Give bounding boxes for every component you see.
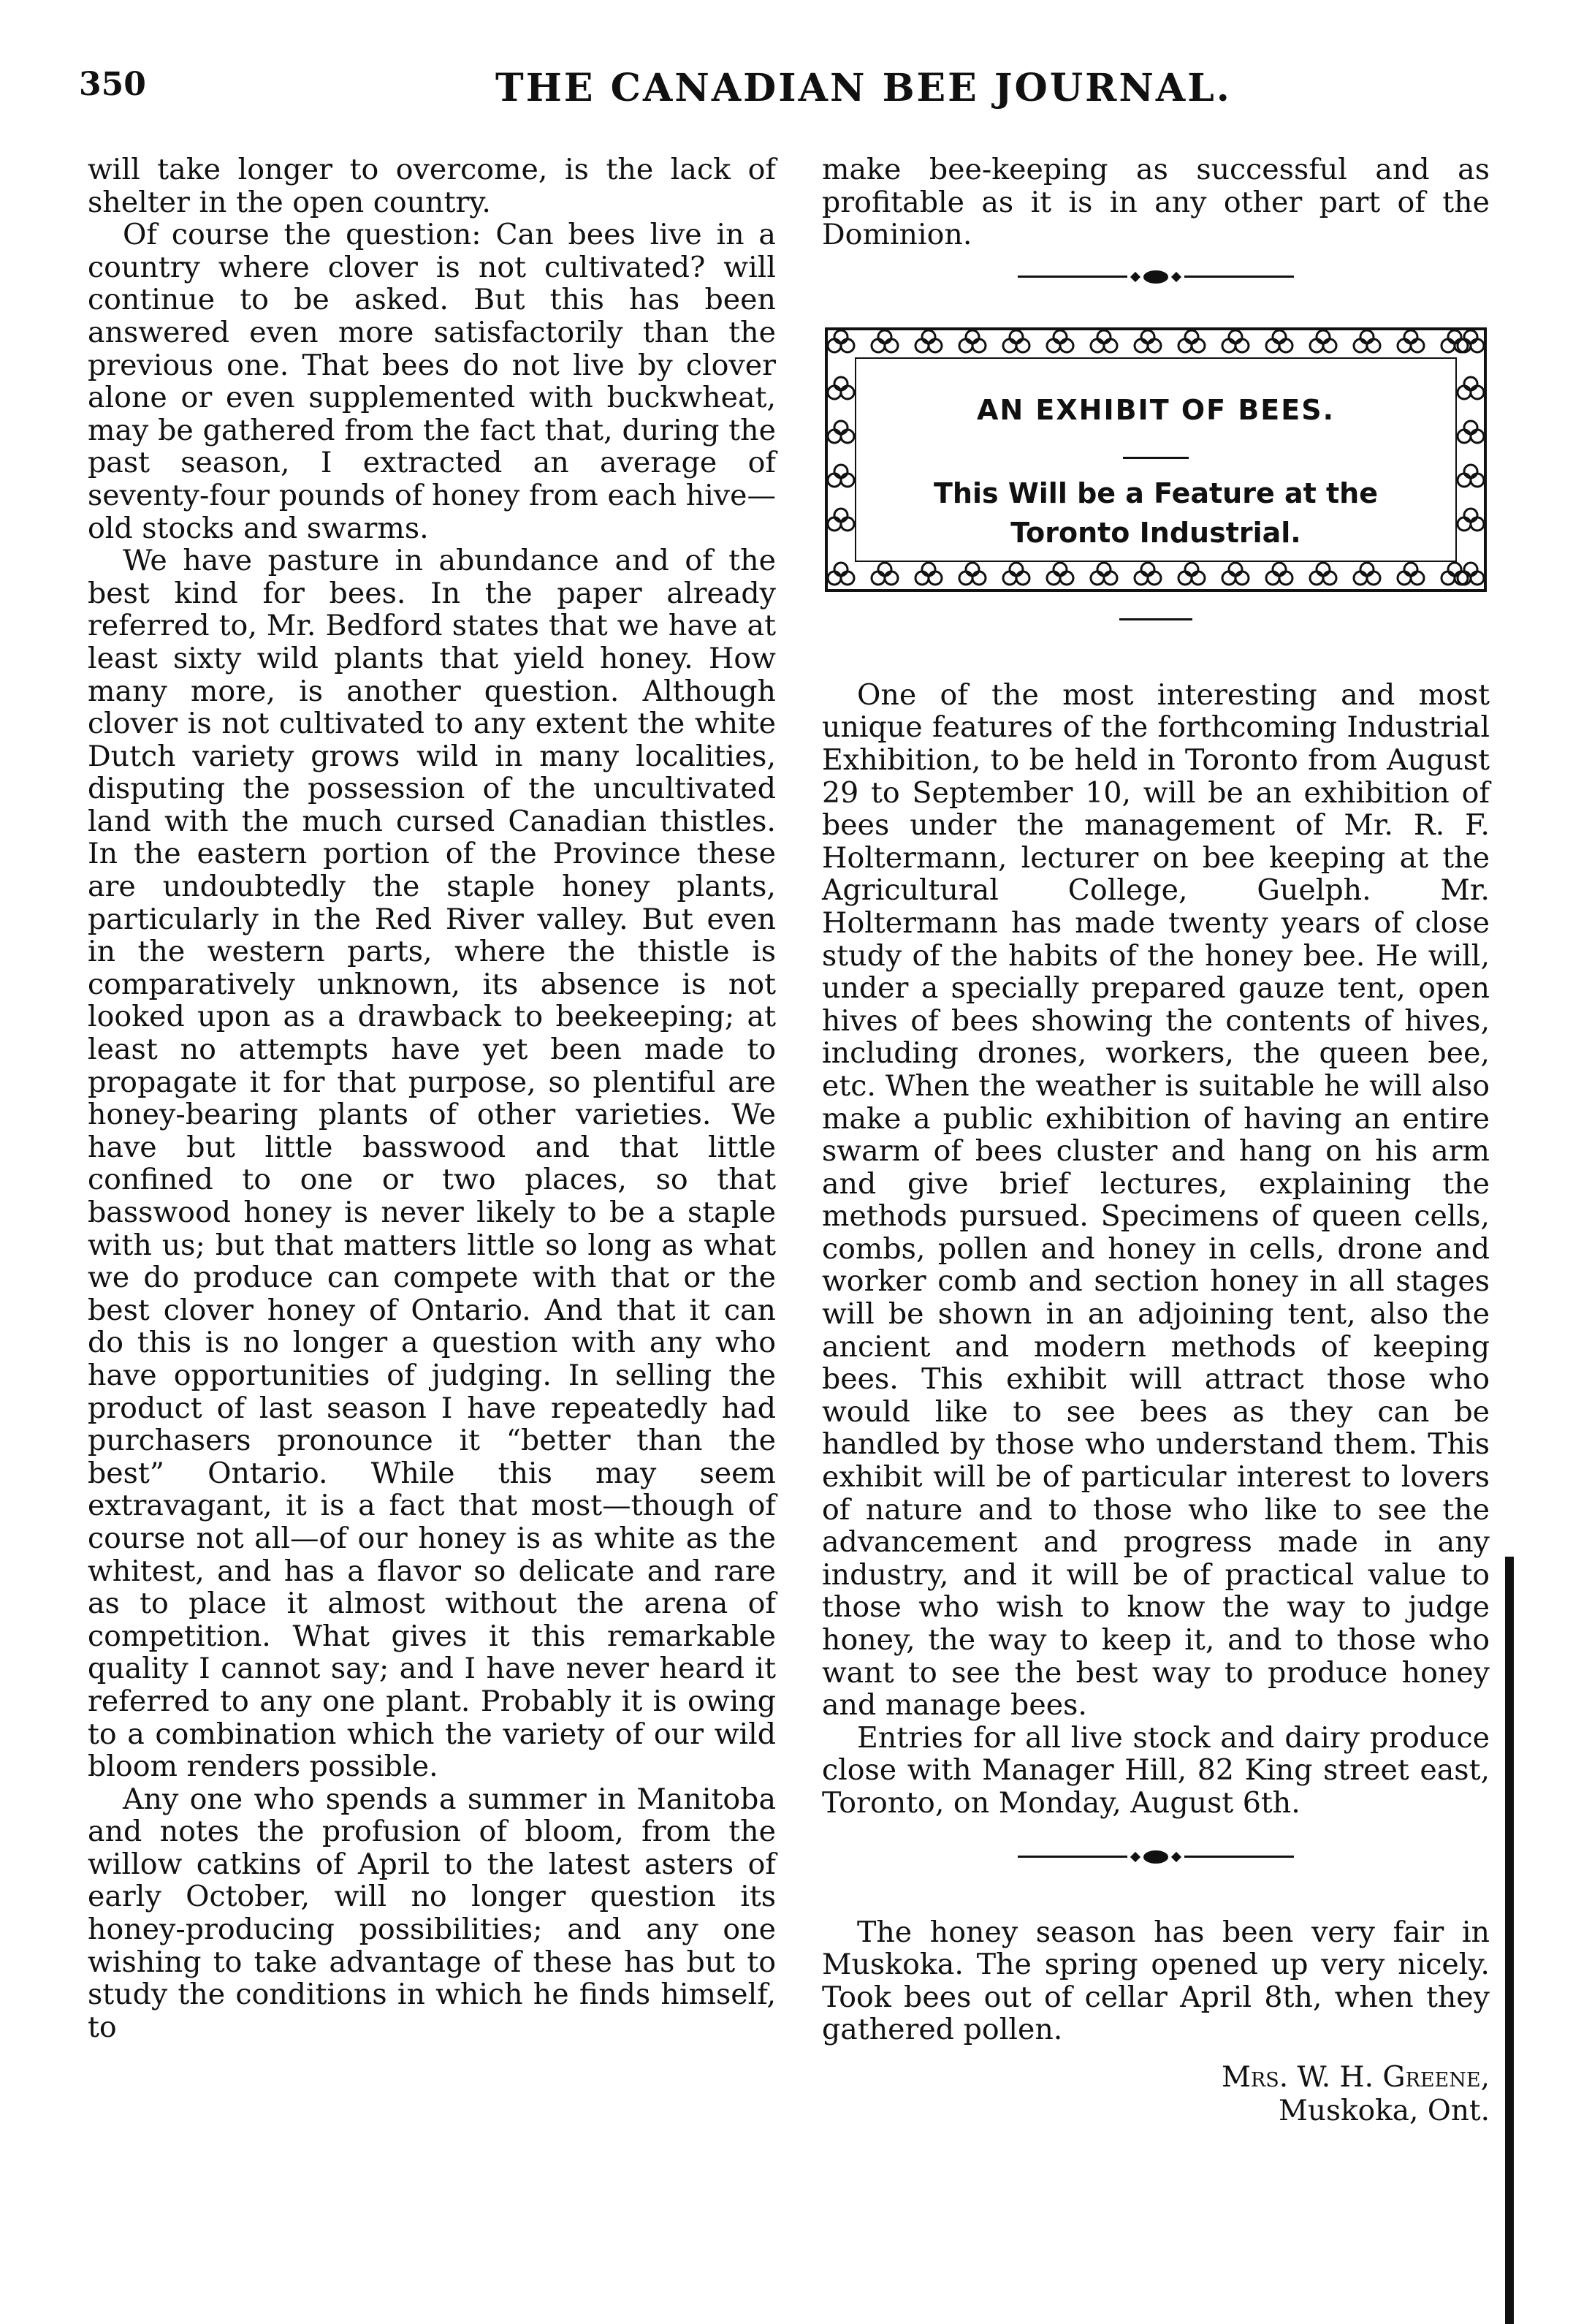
right-paragraph-3: Entries for all live stock and dairy produce close with Manager Hill, 82 King street east, Toronto, on Monday, August 6th. xyxy=(822,1720,1490,1820)
signature xyxy=(822,2061,1490,2128)
left-paragraph-2: Of course the question: Can bees live in a country where clover is not cultivated? will continue to be asked. But this has been answered even more satisfactorily than the previous one. That bees do not live by clover alone or even supplemented with buckwheat, may be gathered from the fact that, during the past season, I extracted an average of seventy-four pounds of honey from each hive—old stocks and swarms. xyxy=(88,218,776,545)
journal-title: THE CANADIAN BEE JOURNAL. xyxy=(495,66,1232,110)
box-text xyxy=(822,394,1490,553)
ornamental-divider-2 xyxy=(822,1849,1490,1865)
right-column xyxy=(822,153,1490,2128)
right-paragraph-2: One of the most interesting and most unique features of the forthcoming Industrial Exhibition, to be held in Toronto from August 29 to September 10, will be an exhibition of bees under the management of Mr. R. F. Holtermann, lecturer on bee keeping at the Agricultural College, Guelph. Mr. Holtermann has made twenty years of close study of the habits of the honey bee. He will, under a specially prepared gauze tent, open hives of bees showing the contents of hives, including drones, workers, the queen bee, etc. When the weather is suitable he will also make a public exhibition of having an entire swarm of bees cluster and hang on his arm and give brief lectures, explaining the methods pursued. Specimens of queen cells, combs, pollen and honey in cells, drone and worker comb and section honey in all stages will be shown in an adjoining tent, also the ancient and modern methods of keeping bees. This exhibit will attract those who would like to see bees as they can be handled by those who understand them. This exhibit will be of particular interest to lovers of nature and to those who like to see the advancement and progress made in any industry, and it will be of practical value to those who wish to know the way to judge honey, the way to keep it, and to those who want to see the best way to produce honey and manage bees. xyxy=(822,677,1490,1723)
exhibit-subheading-line-1: This Will be a Feature at the xyxy=(934,477,1378,510)
margin-bar xyxy=(1505,1557,1514,2324)
page-number: 350 xyxy=(79,66,146,103)
signature-place: Muskoka, Ont. xyxy=(1278,2094,1490,2127)
signature-name: Mrs. W. H. Greene, xyxy=(1221,2060,1490,2094)
exhibit-heading: AN EXHIBIT OF BEES. xyxy=(976,393,1336,426)
exhibit-subheading-line-2: Toronto Industrial. xyxy=(1010,517,1301,550)
ornamental-divider xyxy=(822,269,1490,285)
left-paragraph-4: Any one who spends a summer in Manitoba and notes the profusion of bloom, from the willow catkins of April to the latest asters of early October, will no longer question its honey-producing possibilities; and any one wishing to take advantage of these has but to study the conditions in which he finds himself, to xyxy=(88,1782,776,2044)
left-column xyxy=(88,153,776,2043)
right-paragraph-1: make bee-keeping as successful and as profitable as it is in any other part of the Dominion. xyxy=(822,153,1490,252)
short-rule xyxy=(1119,618,1192,620)
heading-rule xyxy=(1123,457,1189,459)
exhibit-announcement-box xyxy=(822,324,1490,595)
left-paragraph-1: will take longer to overcome, is the lack of shelter in the open country. xyxy=(88,153,776,219)
page-header xyxy=(79,53,1490,118)
left-paragraph-3: We have pasture in abundance and of the best kind for bees. In the paper already referred to, Mr. Bedford states that we have at least sixty wild plants that yield honey. How many more, is another question. Although clover is not cultivated to any extent the white Dutch variety grows wild in many localities, disputing the possession of the uncultivated land with the much cursed Canadian thistles. In the eastern portion of the Province these are undoubtedly the staple honey plants, particularly in the Red River valley. But even in the western parts, where the thistle is comparatively unknown, its absence is not looked upon as a drawback to beekeeping; at least no attempts have yet been made to propagate it for that purpose, so plentiful are honey-bearing plants of other varieties. We have but little basswood and that little confined to one or two places, so that basswood honey is never likely to be a staple with us; but that matters little so long as what we do produce can compete with that or the best clover honey of Ontario. And that it can do this is no longer a question with any who have opportunities of judging. In selling the product of last season I have repeatedly had purchasers pronounce it “better than the best” Ontario. While this may seem extravagant, it is a fact that most—though of course not all—of our honey is as white as the whitest, and has a flavor so delicate and rare as to place it almost without the arena of competition. What gives it this remarkable quality I cannot say; and I have never heard it referred to any one plant. Probably it is owing to a combination which the variety of our wild bloom renders possible. xyxy=(88,544,776,1784)
right-paragraph-4: The honey season has been very fair in Muskoka. The spring opened up very nicely. Took bees out of cellar April 8th, when they gathered pollen. xyxy=(822,1915,1490,2047)
